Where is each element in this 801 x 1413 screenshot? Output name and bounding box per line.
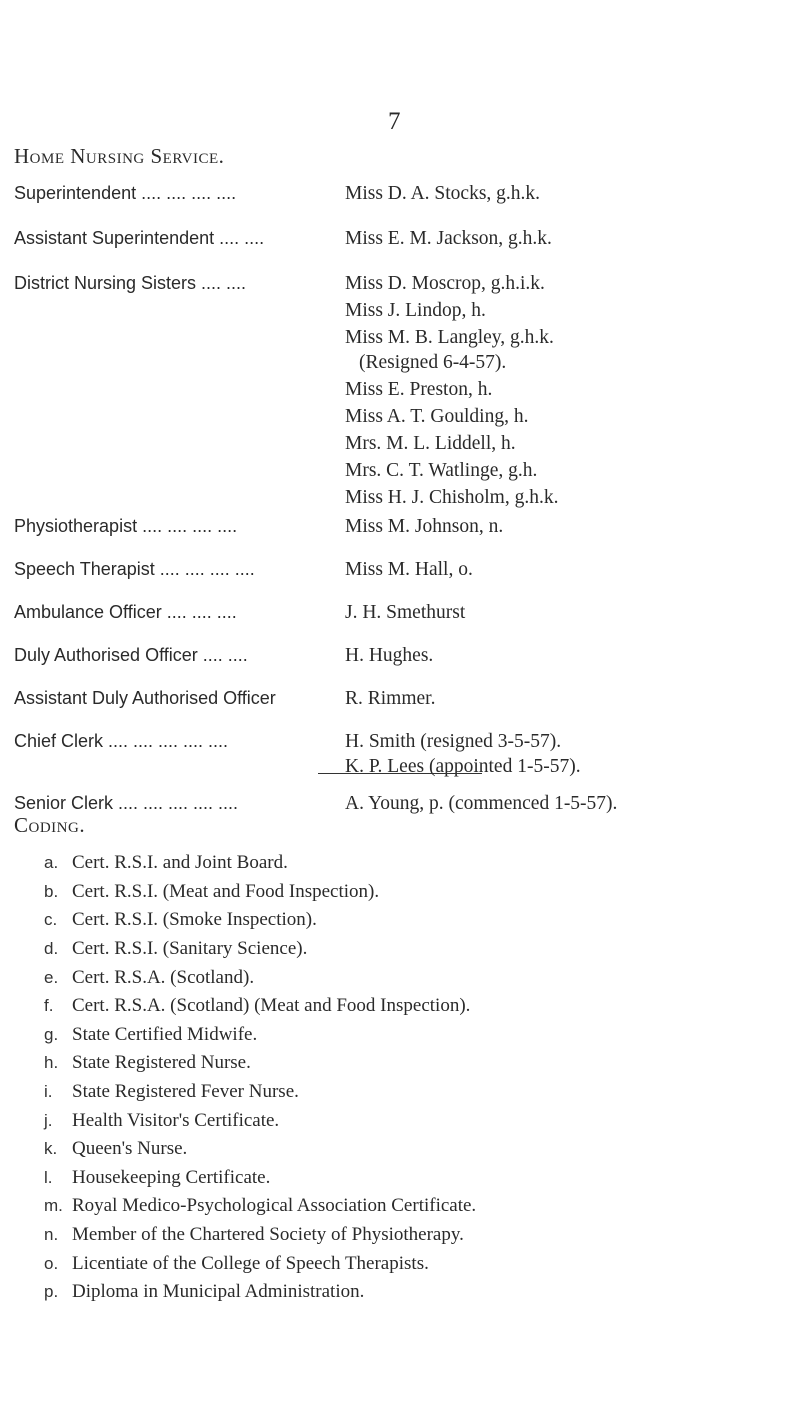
- staff-row: [14, 729, 801, 791]
- coding-item: [44, 906, 801, 935]
- staff-row: [14, 514, 801, 557]
- coding-description: Cert. R.S.I. (Sanitary Science).: [72, 938, 308, 960]
- coding-item: [44, 1278, 801, 1307]
- coding-description: State Certified Midwife.: [72, 1023, 258, 1045]
- staff-name: Miss H. J. Chisholm, g.h.k.: [345, 487, 559, 508]
- staff-role: Assistant Duly Authorised Officer: [14, 688, 276, 708]
- coding-letter: a.: [44, 853, 59, 873]
- staff-name: Miss J. Lindop, h.: [345, 300, 486, 321]
- coding-description: Licentiate of the College of Speech Therapists.: [72, 1252, 429, 1274]
- staff-names: [345, 686, 435, 729]
- coding-letter: l.: [44, 1167, 53, 1187]
- staff-name: Miss E. M. Jackson, g.h.k.: [345, 228, 552, 249]
- coding-item: [44, 1192, 801, 1221]
- coding-description: State Registered Fever Nurse.: [72, 1081, 299, 1103]
- staff-name: H. Smith (resigned 3-5-57).: [345, 731, 562, 752]
- coding-description: Cert. R.S.A. (Scotland) (Meat and Food Inspection).: [72, 995, 471, 1017]
- staff-list: [14, 181, 801, 834]
- staff-names: [345, 557, 473, 600]
- coding-letter: j.: [44, 1110, 53, 1130]
- staff-names: [345, 181, 540, 226]
- section-divider: [318, 773, 482, 774]
- section-title-home-nursing: Home Nursing Service.: [14, 144, 225, 168]
- coding-item: [44, 992, 801, 1021]
- coding-item: [44, 849, 801, 878]
- coding-letter: f.: [44, 996, 54, 1016]
- staff-names: [345, 729, 581, 791]
- coding-item: [44, 1021, 801, 1050]
- coding-item: [44, 1164, 801, 1193]
- staff-name: J. H. Smethurst: [345, 602, 466, 623]
- page-number: 7: [388, 108, 401, 135]
- coding-letter: h.: [44, 1053, 59, 1073]
- staff-name: Miss D. A. Stocks, g.h.k.: [345, 183, 541, 204]
- staff-role: District Nursing Sisters .... ....: [14, 273, 247, 293]
- staff-names: [345, 791, 617, 834]
- staff-names: [345, 271, 558, 514]
- coding-item: [44, 935, 801, 964]
- staff-name: Miss E. Preston, h.: [345, 379, 493, 400]
- staff-role: Chief Clerk .... .... .... .... ....: [14, 731, 229, 751]
- coding-letter: o.: [44, 1253, 59, 1273]
- coding-description: Queen's Nurse.: [72, 1138, 188, 1160]
- coding-letter: k.: [44, 1139, 58, 1159]
- coding-letter: m.: [44, 1196, 63, 1216]
- coding-letter: g.: [44, 1024, 59, 1044]
- staff-row: [14, 557, 801, 600]
- coding-description: Cert. R.S.A. (Scotland).: [72, 966, 255, 988]
- staff-role: Assistant Superintendent .... ....: [14, 228, 265, 248]
- staff-role: Senior Clerk .... .... .... .... ....: [14, 793, 239, 813]
- staff-name: R. Rimmer.: [345, 688, 436, 709]
- coding-description: Cert. R.S.I. (Smoke Inspection).: [72, 909, 317, 931]
- staff-name: Miss M. B. Langley, g.h.k.: [345, 327, 554, 348]
- staff-names: [345, 600, 465, 643]
- staff-name: K. P. Lees (appointed 1-5-57).: [345, 756, 581, 777]
- coding-description: Diploma in Municipal Administration.: [72, 1281, 365, 1303]
- coding-list: [44, 849, 801, 1307]
- coding-description: Cert. R.S.I. and Joint Board.: [72, 852, 288, 874]
- coding-letter: e.: [44, 967, 59, 987]
- staff-row: [14, 181, 801, 226]
- staff-row: [14, 226, 801, 271]
- coding-description: Cert. R.S.I. (Meat and Food Inspection).: [72, 880, 380, 902]
- staff-row: [14, 686, 801, 729]
- staff-name: Miss M. Johnson, n.: [345, 516, 504, 537]
- coding-item: [44, 1135, 801, 1164]
- staff-name: H. Hughes.: [345, 645, 434, 666]
- staff-role: Speech Therapist .... .... .... ....: [14, 559, 255, 579]
- coding-letter: b.: [44, 881, 59, 901]
- coding-letter: p.: [44, 1282, 59, 1302]
- staff-name: Miss A. T. Goulding, h.: [345, 406, 529, 427]
- staff-name: Mrs. C. T. Watlinge, g.h.: [345, 460, 538, 481]
- coding-description: Member of the Chartered Society of Physiotherapy.: [72, 1224, 464, 1246]
- coding-item: [44, 963, 801, 992]
- coding-item: [44, 1249, 801, 1278]
- staff-role: Superintendent .... .... .... ....: [14, 183, 237, 203]
- staff-name-note: (Resigned 6-4-57).: [359, 352, 507, 373]
- staff-name: Miss D. Moscrop, g.h.i.k.: [345, 273, 545, 294]
- staff-names: [345, 514, 503, 557]
- coding-letter: i.: [44, 1082, 53, 1102]
- coding-letter: c.: [44, 910, 58, 930]
- coding-description: Royal Medico-Psychological Association Certificate.: [72, 1195, 477, 1217]
- staff-role: Ambulance Officer .... .... ....: [14, 602, 237, 622]
- staff-names: [345, 226, 552, 271]
- coding-item: [44, 1221, 801, 1250]
- staff-name: Mrs. M. L. Liddell, h.: [345, 433, 516, 454]
- staff-name: Miss M. Hall, o.: [345, 559, 473, 580]
- coding-description: State Registered Nurse.: [72, 1052, 251, 1074]
- coding-letter: d.: [44, 939, 59, 959]
- staff-role: Duly Authorised Officer .... ....: [14, 645, 248, 665]
- staff-name: A. Young, p. (commenced 1-5-57).: [345, 793, 618, 814]
- staff-row: [14, 791, 801, 834]
- staff-role: Physiotherapist .... .... .... ....: [14, 516, 238, 536]
- coding-letter: n.: [44, 1225, 59, 1245]
- staff-row: [14, 600, 801, 643]
- coding-item: [44, 1049, 801, 1078]
- coding-item: [44, 1106, 801, 1135]
- staff-row: [14, 271, 801, 514]
- section-title-coding: Coding.: [14, 813, 86, 837]
- coding-item: [44, 878, 801, 907]
- coding-description: Health Visitor's Certificate.: [72, 1109, 280, 1131]
- coding-item: [44, 1078, 801, 1107]
- staff-row: [14, 643, 801, 686]
- coding-description: Housekeeping Certificate.: [72, 1166, 271, 1188]
- staff-names: [345, 643, 433, 686]
